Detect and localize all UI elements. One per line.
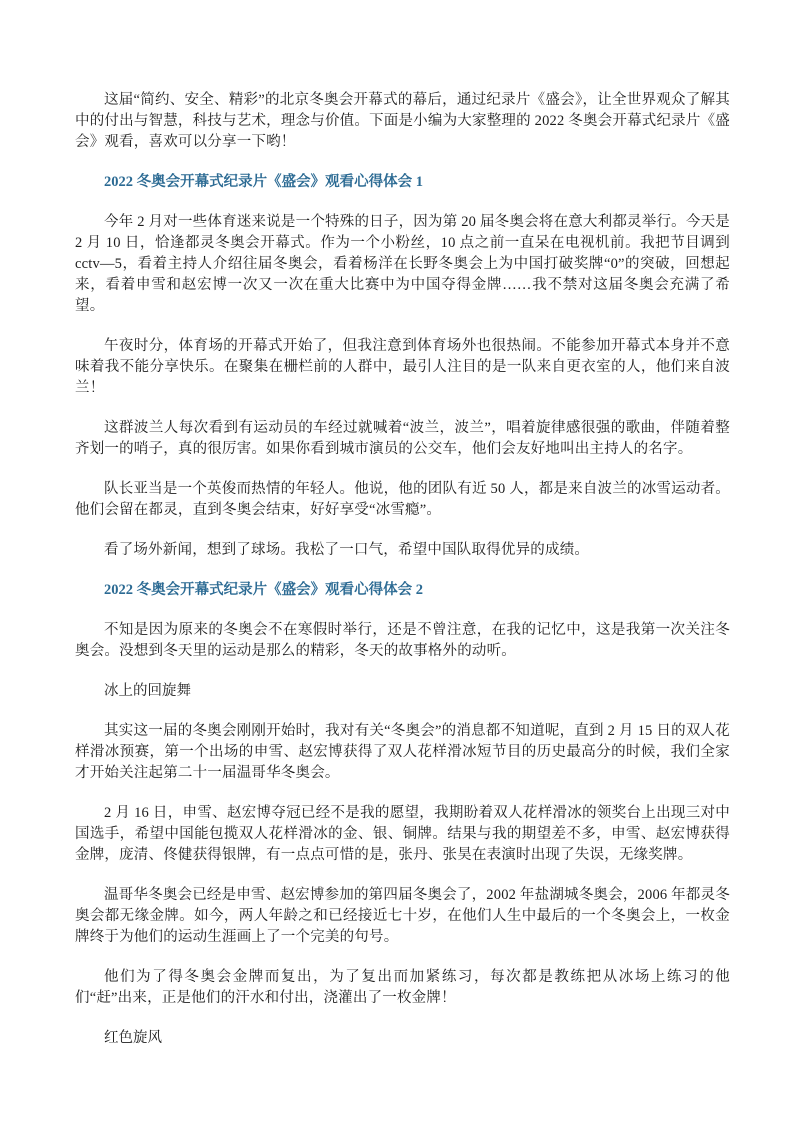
sub-title-ice-dance: 冰上的回旋舞: [104, 683, 191, 699]
section-heading-1: 2022 冬奥会开幕式纪录片《盛会》观看心得体会 1: [104, 174, 423, 190]
paragraph: 温哥华冬奥会已经是申雪、赵宏博参加的第四届冬奥会了，2002 年盐湖城冬奥会，2006 年都灵冬奥会都无缘金牌。如今，两人年龄之和已经接近七十岁，在他们人生中最后的一个冬奥会上，一枚金牌终于为他们的运动生涯画上了一个完美的句号。: [75, 887, 730, 945]
paragraph: 看了场外新闻，想到了球场。我松了一口气，希望中国队取得优异的成绩。: [104, 542, 590, 558]
paragraph: 这群波兰人每次看到有运动员的车经过就喊着“波兰，波兰”，唱着旋律感很强的歌曲，伴随着整齐划一的哨子，真的很厉害。如果你看到城市演员的公交车，他们会友好地叫出主持人的名字。: [75, 420, 730, 457]
paragraph: 午夜时分，体育场的开幕式开始了，但我注意到体育场外也很热闹。不能参加开幕式本身并不意味着我不能分享快乐。在聚集在栅栏前的人群中，最引人注目的是一队来自更衣室的人，他们来自波兰！: [75, 338, 730, 396]
intro-paragraph: 这届“简约、安全、精彩”的北京冬奥会开幕式的幕后，通过纪录片《盛会》，让全世界观众了解其中的付出与智慧，科技与艺术，理念与价值。下面是小编为大家整理的 2022 冬奥会开幕式纪录片《盛会》观看，喜欢可以分享一下哟！: [75, 92, 730, 150]
paragraph: 不知是因为原来的冬奥会不在寒假时举行，还是不曾注意，在我的记忆中，这是我第一次关注冬奥会。没想到冬天里的运动是那么的精彩，冬天的故事格外的动听。: [75, 622, 730, 659]
paragraph: 队长亚当是一个英俊而热情的年轻人。他说，他的团队有近 50 人，都是来自波兰的冰雪运动者。他们会留在都灵，直到冬奥会结束，好好享受“冰雪瘾”。: [75, 481, 730, 518]
sub-title-red-whirlwind: 红色旋风: [104, 1030, 162, 1046]
paragraph: 其实这一届的冬奥会刚刚开始时，我对有关“冬奥会”的消息都不知道呢，直到 2 月 15 日的双人花样滑冰预赛，第一个出场的申雪、赵宏博获得了双人花样滑冰短节目的历史最高分的时候，我们全家才开始关注起第二十一届温哥华冬奥会。: [75, 723, 730, 781]
document-content: [75, 90, 730, 1068]
section-heading-2: 2022 冬奥会开幕式纪录片《盛会》观看心得体会 2: [104, 582, 423, 598]
paragraph: 他们为了得冬奥会金牌而复出，为了复出而加紧练习，每次都是教练把从冰场上练习的他们“赶”出来，正是他们的汗水和付出，浇灌出了一枚金牌！: [75, 969, 730, 1006]
paragraph: 今年 2 月对一些体育迷来说是一个特殊的日子，因为第 20 届冬奥会将在意大利都灵举行。今天是 2 月 10 日，恰逢都灵冬奥会开幕式。作为一个小粉丝，10 点之前一直呆在电视机前。我把节目调到 cctv—5，看着主持人介绍往届冬奥会，看着杨洋在长野冬奥会上为中国打破奖牌“0”的突破，回想起来，看着申雪和赵宏博一次又一次在重大比赛中为中国夺得金牌……我不禁对这届冬奥会充满了希望。: [75, 214, 730, 314]
paragraph: 2 月 16 日，申雪、赵宏博夺冠已经不是我的愿望，我期盼着双人花样滑冰的领奖台上出现三对中国选手，希望中国能包揽双人花样滑冰的金、银、铜牌。结果与我的期望差不多，申雪、赵宏博获得金牌，庞清、佟健获得银牌，有一点点可惜的是，张丹、张昊在表演时出现了失误，无缘奖牌。: [75, 805, 730, 863]
